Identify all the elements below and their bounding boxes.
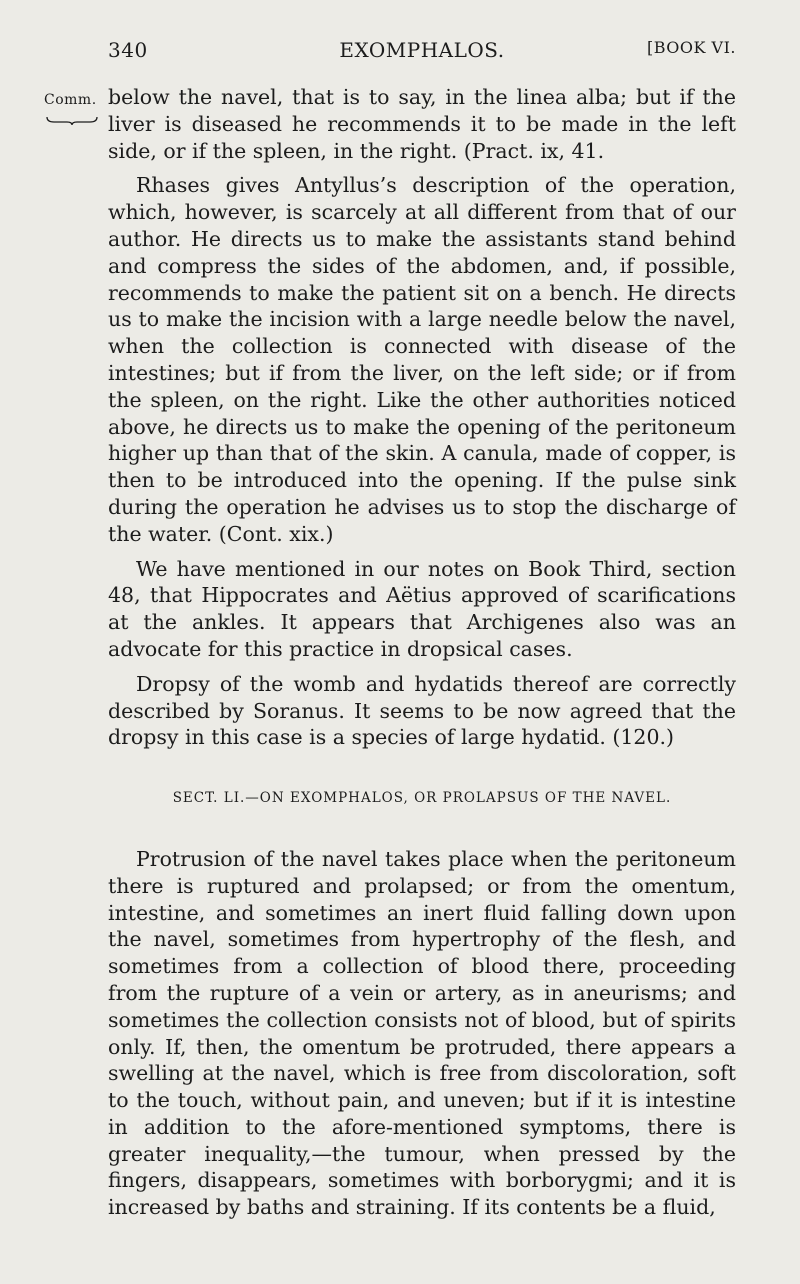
body-text bbox=[108, 84, 736, 1221]
paragraph-continued: below the navel, that is to say, in the linea alba; but if the liver is diseased he recommends it to be made in the left side, or if the spleen, in the right. (Pract. ix, 41. bbox=[108, 85, 736, 163]
running-title: EXOMPHALOS. bbox=[339, 38, 505, 62]
page-number: 340 bbox=[108, 38, 148, 62]
paragraph-dropsy-womb: Dropsy of the womb and hydatids thereof are correctly described by Soranus. It seems to be now agreed that the dropsy in this case is a species of large hydatid. (120.) bbox=[108, 671, 736, 750]
paragraph-rhases: Rhases gives Antyllus’s description of the operation, which, however, is scarcely at all different from that of our author. He directs us to make the assistants stand behind and compress the sides of the abdomen, and, if possible, recommends to make the patient sit on a bench. He directs us to make the incision with a large needle below the navel, when the collection is connected with disease of the intestines; but if from the liver, on the left side; or if from the spleen, on the right. Like the other authorities noticed above, he directs us to make the opening of the peritoneum higher up than that of the skin. A canula, made of copper, is then to be introduced into the opening. If the pulse sink during the operation he advises us to stop the discharge of the water. (Cont. xix.) bbox=[108, 173, 736, 546]
margin-note: Comm. bbox=[44, 92, 97, 108]
paragraph-scarifications: We have mentioned in our notes on Book Third, section 48, that Hippocrates and Aëtius approved of scarifications at the ankles. It appears that Archigenes also was an advocate for this practice in dropsical cases. bbox=[108, 556, 736, 661]
paragraph-protrusion: Protrusion of the navel takes place when the peritoneum there is ruptured and prolapsed; or from the omentum, intestine, and sometimes an inert fluid falling down upon the navel, sometimes from hypertrophy of the flesh, and sometimes from a collection of blood there, proceeding from the rupture of a vein or artery, as in aneurisms; and sometimes the collection consists not of blood, but of spirits only. If, then, the omentum be protruded, there appears a swelling at the navel, which is free from discoloration, soft to the touch, without pain, and uneven; but if it is intestine in addition to the afore-mentioned symptoms, there is greater inequality,—the tumour, when pressed by the fingers, disappears, sometimes with borborygmi; and it is increased by baths and straining. If its contents be a fluid, bbox=[108, 846, 736, 1220]
brace-icon bbox=[46, 114, 98, 126]
section-heading: SECT. LI.—ON EXOMPHALOS, OR PROLAPSUS OF THE NAVEL. bbox=[172, 790, 672, 807]
running-header bbox=[108, 38, 736, 68]
book-label: [BOOK VI. bbox=[646, 38, 736, 57]
